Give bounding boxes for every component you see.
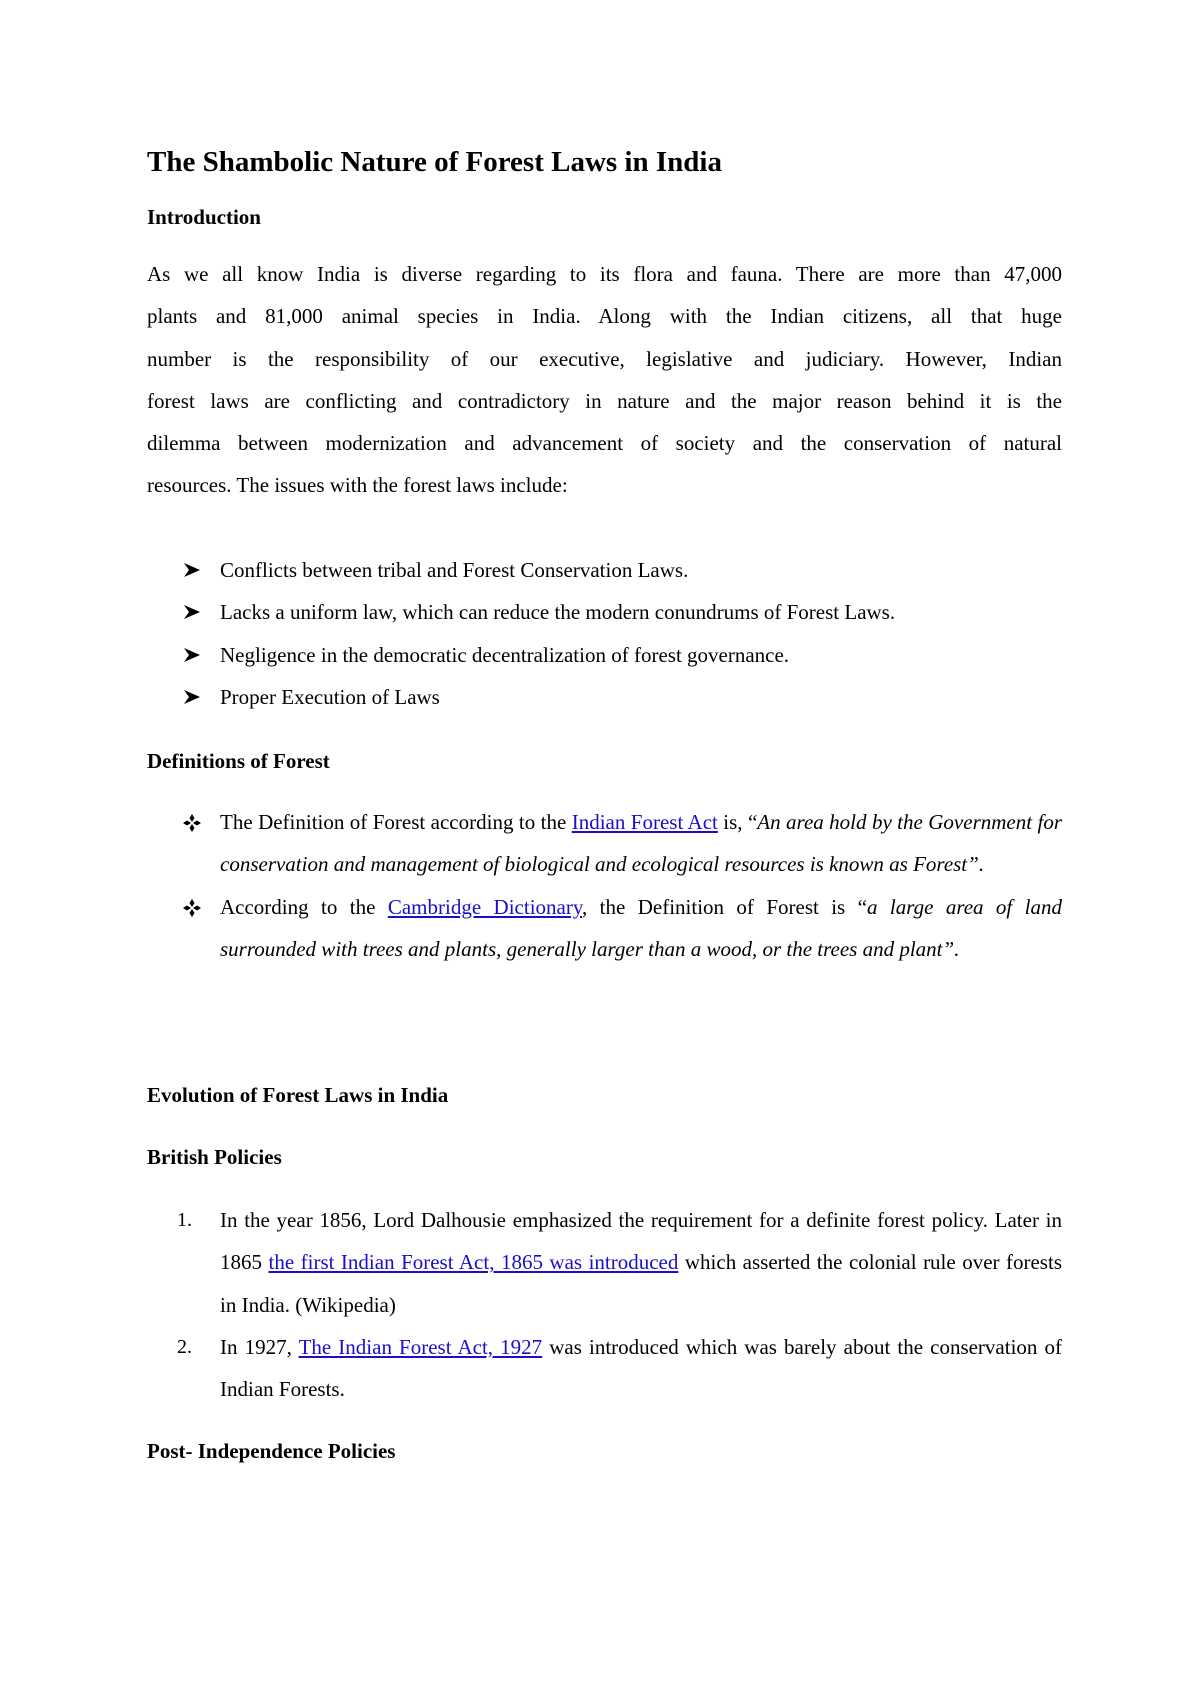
arrow-bullet-icon [183, 676, 207, 718]
diamond-bullet-icon [183, 886, 207, 928]
list-item [147, 1326, 1062, 1411]
indian-forest-act-link[interactable]: Indian Forest Act [571, 810, 718, 834]
definitions-list [147, 801, 1062, 970]
policy-text-suffix: which asserted the colonial rule over forests in India. (Wikipedia) [220, 1250, 1062, 1317]
list-number: 2. [177, 1335, 192, 1358]
list-item [147, 886, 1062, 971]
indian-forest-act-1865-link[interactable]: the first Indian Forest Act, 1865 was introduced [268, 1250, 679, 1275]
paragraph-line: dilemma between modernization and advancement of society and the conservation of natural [147, 431, 1062, 456]
section-heading-evolution: Evolution of Forest Laws in India [147, 1083, 449, 1107]
diamond-bullet-icon [183, 801, 207, 843]
definition-quote: a large area of land surrounded with trees and plants, generally larger than a wood, or the trees and plant”. [220, 894, 1063, 961]
issue-text: Proper Execution of Laws [220, 684, 440, 709]
issue-text: Negligence in the democratic decentralization of forest governance. [220, 642, 790, 667]
subheading-british-policies: British Policies [147, 1145, 282, 1169]
paragraph-line: number is the responsibility of our executive, legislative and judiciary. However, Indian [147, 346, 1062, 371]
definition-quote: An area hold by the Government for conservation and management of biological and ecological resources is known as Forest”. [220, 810, 1062, 877]
subheading-post-independence: Post- Independence Policies [147, 1439, 396, 1463]
arrow-bullet-icon [183, 634, 207, 676]
issues-list [147, 549, 1062, 718]
definition-prefix: According to the [220, 894, 388, 919]
policy-text-suffix: was introduced which was barely about the conservation of Indian Forests. [220, 1334, 1063, 1402]
issue-text: Conflicts between tribal and Forest Conservation Laws. [220, 558, 689, 582]
paragraph-line: forest laws are conflicting and contradictory in nature and the major reason behind it is the [147, 388, 1062, 413]
list-item [147, 801, 1062, 886]
arrow-bullet-icon [183, 591, 207, 633]
list-item [147, 549, 1062, 591]
british-policies-list [147, 1199, 1062, 1410]
list-number: 1. [177, 1209, 192, 1231]
issue-text: Lacks a uniform law, which can reduce the modern conundrums of Forest Laws. [220, 600, 896, 625]
list-item [147, 591, 1062, 633]
section-heading-definitions: Definitions of Forest [147, 749, 330, 773]
arrow-bullet-icon [183, 549, 207, 591]
introduction-paragraph [147, 253, 1062, 507]
indian-forest-act-1927-link[interactable]: The Indian Forest Act, 1927 [298, 1334, 543, 1359]
document-title: The Shambolic Nature of Forest Laws in India [147, 146, 722, 178]
definition-middle: is, “ [717, 810, 758, 834]
paragraph-line: resources. The issues with the forest laws include: [147, 473, 568, 498]
paragraph-line: As we all know India is diverse regarding to its flora and fauna. There are more than 47,000 [147, 262, 1062, 286]
list-item [147, 634, 1062, 676]
section-heading-introduction: Introduction [147, 205, 261, 229]
cambridge-dictionary-link[interactable]: Cambridge Dictionary [387, 894, 582, 919]
list-item [147, 676, 1062, 718]
policy-text: In the year 1856, Lord Dalhousie emphasized the requirement for a definite forest policy. Later in 1865 [220, 1208, 1062, 1275]
paragraph-line: plants and 81,000 animal species in India. Along with the Indian citizens, all that huge [147, 304, 1062, 329]
list-item [147, 1199, 1062, 1326]
definition-middle: , the Definition of Forest is “ [582, 894, 867, 919]
policy-text: In 1927, [220, 1334, 299, 1359]
definition-prefix: The Definition of Forest according to the [220, 810, 572, 834]
